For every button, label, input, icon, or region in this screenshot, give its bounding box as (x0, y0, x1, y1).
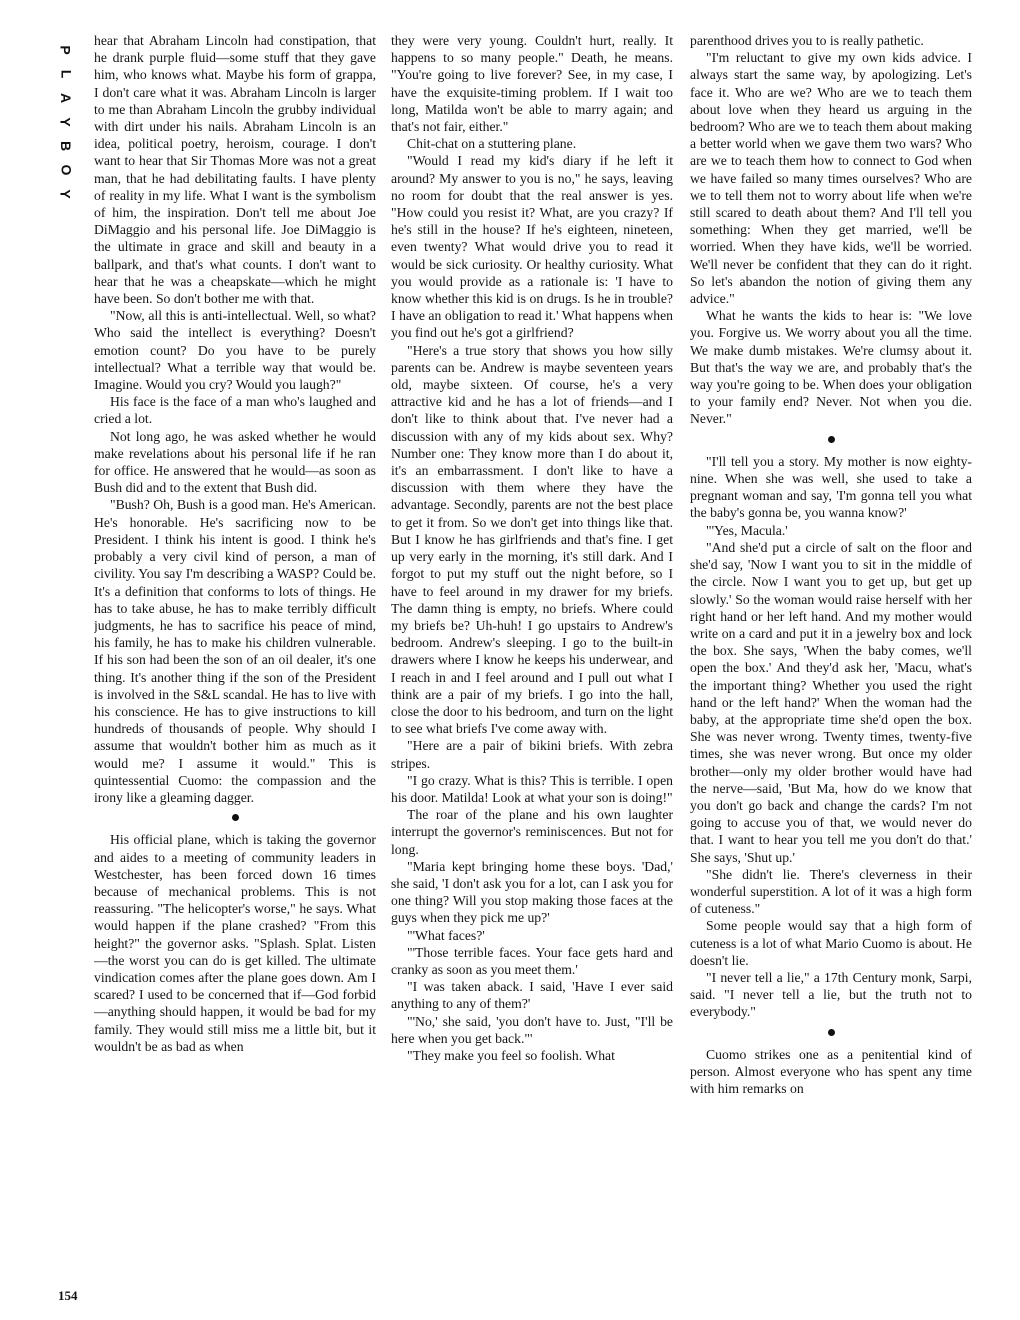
bullet-dot-icon (232, 814, 239, 821)
body-paragraph: Chit-chat on a stuttering plane. (407, 136, 577, 152)
section-break-bullet (690, 432, 972, 449)
text-column-3 (690, 32, 972, 1292)
body-paragraph: "I'm reluctant to give my own kids advice. I always start the same way, by apologizing. Let's face it. Who are we? Who are we to teach them about love when they heard us arguing in the bedroom? Who are we to teach them about making a better world when we gave them two wars? Who are we to teach them how to connect to God when we have failed so many times ourselves? Who are we to tell them not to worry about life when we're still scared to death about them? And I'll tell you something: When they get married, we'll be worried. When they have kids, we'll be worried. We'll never be confident that they can do it right. So let's abandon the notion of giving them any advice." (690, 50, 972, 307)
body-paragraph: "Now, all this is anti-intellectual. Well, so what? Who said the intellect is everything? Doesn't emotion count? Do you have to be purely intellectual? What a terrible way that would be. Imagine. Would you cry? Would you laugh?" (94, 308, 376, 393)
body-paragraph: hear that Abraham Lincoln had constipation, that he drank purple fluid—some stuff that they gave him, who knows what. Maybe his form of grappa, I don't care what it was. Abraham Lincoln is larger to me than Abraham Lincoln the grubby individual with dirt under his nails. Abraham Lincoln is an idea, political poetry, heroism, courage. I don't want to hear that Sir Thomas More was not a great man, that he had debilitating faults. I have plenty of reality in my life. What I want is the symbolism of him, the inspiration. Don't tell me about Joe DiMaggio and his personal life. Joe DiMaggio is the ultimate in grace and skill and beauty in a ballpark, and that's what counts. I don't want to hear that he was a cheapskate—which he might have been. So don't bother me with that. (94, 33, 376, 307)
body-paragraph: "I was taken aback. I said, 'Have I ever said anything to any of them?' (391, 979, 673, 1012)
spine-letter: O (57, 164, 74, 176)
spine-letter: A (58, 92, 74, 104)
body-paragraph: "'Yes, Macula.' (706, 522, 788, 538)
body-paragraph: "'No,' she said, 'you don't have to. Just, "I'll be here when you get back."' (391, 1013, 673, 1046)
body-paragraph: What he wants the kids to hear is: "We love you. Forgive us. We worry about you all the time. We make dumb mistakes. We're clumsy about it. But that's the way we are, and probably that's the way you're going to be. When does your obligation to your family end? Never. Not when you die. Never." (690, 308, 972, 427)
text-column-1 (94, 32, 376, 1292)
body-paragraph: "Here are a pair of bikini briefs. With zebra stripes. (391, 738, 673, 771)
body-paragraph: "Would I read my kid's diary if he left it around? My answer to you is no," he says, leaving no room for doubt that the real answer is yes. "How could you resist it? What, are you crazy? If he's still in the house? If he's eighteen, nineteen, even twenty? What would drive you to read it would be sick curiosity. Or healthy curiosity. What you would provide as a rationale is: 'I have to know whether this kid is on drugs. Is he in trouble? I have an obligation to read it.' What happens when you find out he's got a girlfriend? (391, 153, 673, 341)
body-paragraph: "I never tell a lie," a 17th Century monk, Sarpi, said. "I never tell a lie, but the truth not to everybody." (690, 969, 972, 1020)
body-paragraph: "Here's a true story that shows you how silly parents can be. Andrew is maybe seventeen years old, maybe sixteen. Of course, he's a very attractive kid and he has a lot of friends—and I don't like to think about that. I've never had a discussion with any of my kids about sex. Why? Number one: They know more than I do about it, it's an embarrassment. I don't like to have a discussion with them where they have the advantage. Secondly, parents are not the best place to get it from. So we don't get into things like that. But I know he has girlfriends and that's fine. I get up very early in the morning, it's still dark. And I forgot to put my stuff out the night before, so I have to feel around in my drawer for my briefs. The damn thing is empty, no briefs. Where could my briefs be? Uh-huh! I go upstairs to Andrew's bedroom. Andrew's sleeping. I go to the built-in drawers where I know he keeps his underwear, and I reach in and I feel around and I pull out what I think are a pair of my briefs. I go into the hall, close the door to his bedroom, and turn on the light to see what briefs I've come away with. (391, 342, 673, 737)
body-paragraph: His official plane, which is taking the governor and aides to a meeting of community leaders in Westchester, has been forced down 16 times because of mechanical problems. This is not reassuring. "The helicopter's worse," he says. What would happen if the plane crashed? "From this height?" the governor asks. "Splash. Splat. Listen—the worst you can do is get killed. The ultimate vindication comes after the plane goes down. Am I scared? I used to be concerned that if—God forbid—anything should happen, it would be bad for my family. They would still miss me a little bit, but it wouldn't be as bad as when (94, 832, 376, 1054)
body-paragraph: Not long ago, he was asked whether he would make revelations about his personal life if he ran for office. He answered that he would—as soon as Bush did and to the extent that Bush did. (94, 428, 376, 496)
body-paragraph: Cuomo strikes one as a penitential kind of person. Almost everyone who has spent any time with him remarks on (690, 1046, 972, 1097)
body-paragraph: "And she'd put a circle of salt on the floor and she'd say, 'Now I want you to sit in the middle of the circle. Now I want you to get up, but get up slowly.' So the woman would raise herself with her right hand or her left hand. And my mother would write on a card and put it in a jewelry box and lock the box. She says, 'When the baby comes, we'll open the box.' And they'd ask her, 'Macu, what's the important thing? Whether you used the right hand or the left hand?' When the woman had the baby, at the appropriate time she'd open the box. She was never wrong. Twenty times, twenty-five times, she was never wrong. But once my older brother—only my older brother would have had the nerve—said, 'But Ma, how do we know that you don't go back and change the cards? I'm not going to accuse you of that, we would never do that. I want to hear you tell me you don't do that.' She says, 'Shut up.' (690, 539, 972, 865)
bullet-dot-icon (828, 1029, 835, 1036)
body-paragraph: Some people would say that a high form of cuteness is a lot of what Mario Cuomo is about. He doesn't lie. (690, 918, 972, 968)
section-break-bullet (94, 810, 376, 827)
bullet-dot-icon (828, 436, 835, 443)
body-paragraph: His face is the face of a man who's laughed and cried a lot. (94, 394, 376, 427)
body-paragraph: "'Those terrible faces. Your face gets hard and cranky as soon as you meet them.' (391, 944, 673, 977)
spine-letter: Y (58, 189, 74, 199)
spine-letter: Y (58, 117, 74, 127)
body-paragraph: "I go crazy. What is this? This is terrible. I open his door. Matilda! Look at what your son is doing!" (391, 772, 673, 805)
spine-letter: L (58, 69, 74, 79)
spine-letter: P (58, 45, 74, 55)
body-paragraph: "I'll tell you a story. My mother is now eighty-nine. When she was well, she used to take a pregnant woman and say, 'I'm gonna tell you what the baby's gonna be, you wanna know?' (690, 453, 972, 521)
section-break-bullet (690, 1025, 972, 1042)
body-paragraph: they were very young. Couldn't hurt, really. It happens to so many people." Death, he means. "You're going to live forever? See, in my case, I have the exquisite-timing problem. If I wait too long, Matilda won't be able to marry again; and that's not fair, either." (391, 33, 673, 135)
body-paragraph: parenthood drives you to is really pathetic. (690, 33, 924, 48)
body-paragraph: "'What faces?' (407, 927, 485, 943)
body-paragraph: "Bush? Oh, Bush is a good man. He's American. He's honorable. He's sacrificing now to be President. I think his intent is good. I think he's probably a very civil kind of person, a man of civility. You say I'm describing a WASP? Could be. It's a definition that conforms to lots of things. He has to take abuse, he has to make terribly difficult judgments, he has to sacrifice his peace of mind, his family, he has to make his children vulnerable. If his son had been the son of an oil dealer, it's one thing. It's another thing if the son of the President is involved in the S&L scandal. He has to live with his conscience. He has to give instructions to kill hundreds of thousands of people. Why should I assume that wouldn't bother him as much as it would me? I assume it would." This is quintessential Cuomo: the compassion and the irony like a gleaming dagger. (94, 497, 376, 805)
body-paragraph: "She didn't lie. There's cleverness in their wonderful superstition. A lot of it was a high form of cuteness." (690, 866, 972, 917)
body-paragraph: "They make you feel so foolish. What (407, 1047, 615, 1063)
page-number: 154 (58, 1288, 78, 1303)
magazine-spine (56, 38, 76, 206)
body-paragraph: "Maria kept bringing home these boys. 'Dad,' she said, 'I don't ask you for a lot, can I ask you for one thing? Will you stop making those faces at the guys when they pick me up?' (391, 858, 673, 926)
spine-letter: B (58, 140, 74, 152)
text-column-2 (391, 32, 673, 1292)
body-paragraph: The roar of the plane and his own laughter interrupt the governor's reminiscences. But not for long. (391, 807, 673, 857)
